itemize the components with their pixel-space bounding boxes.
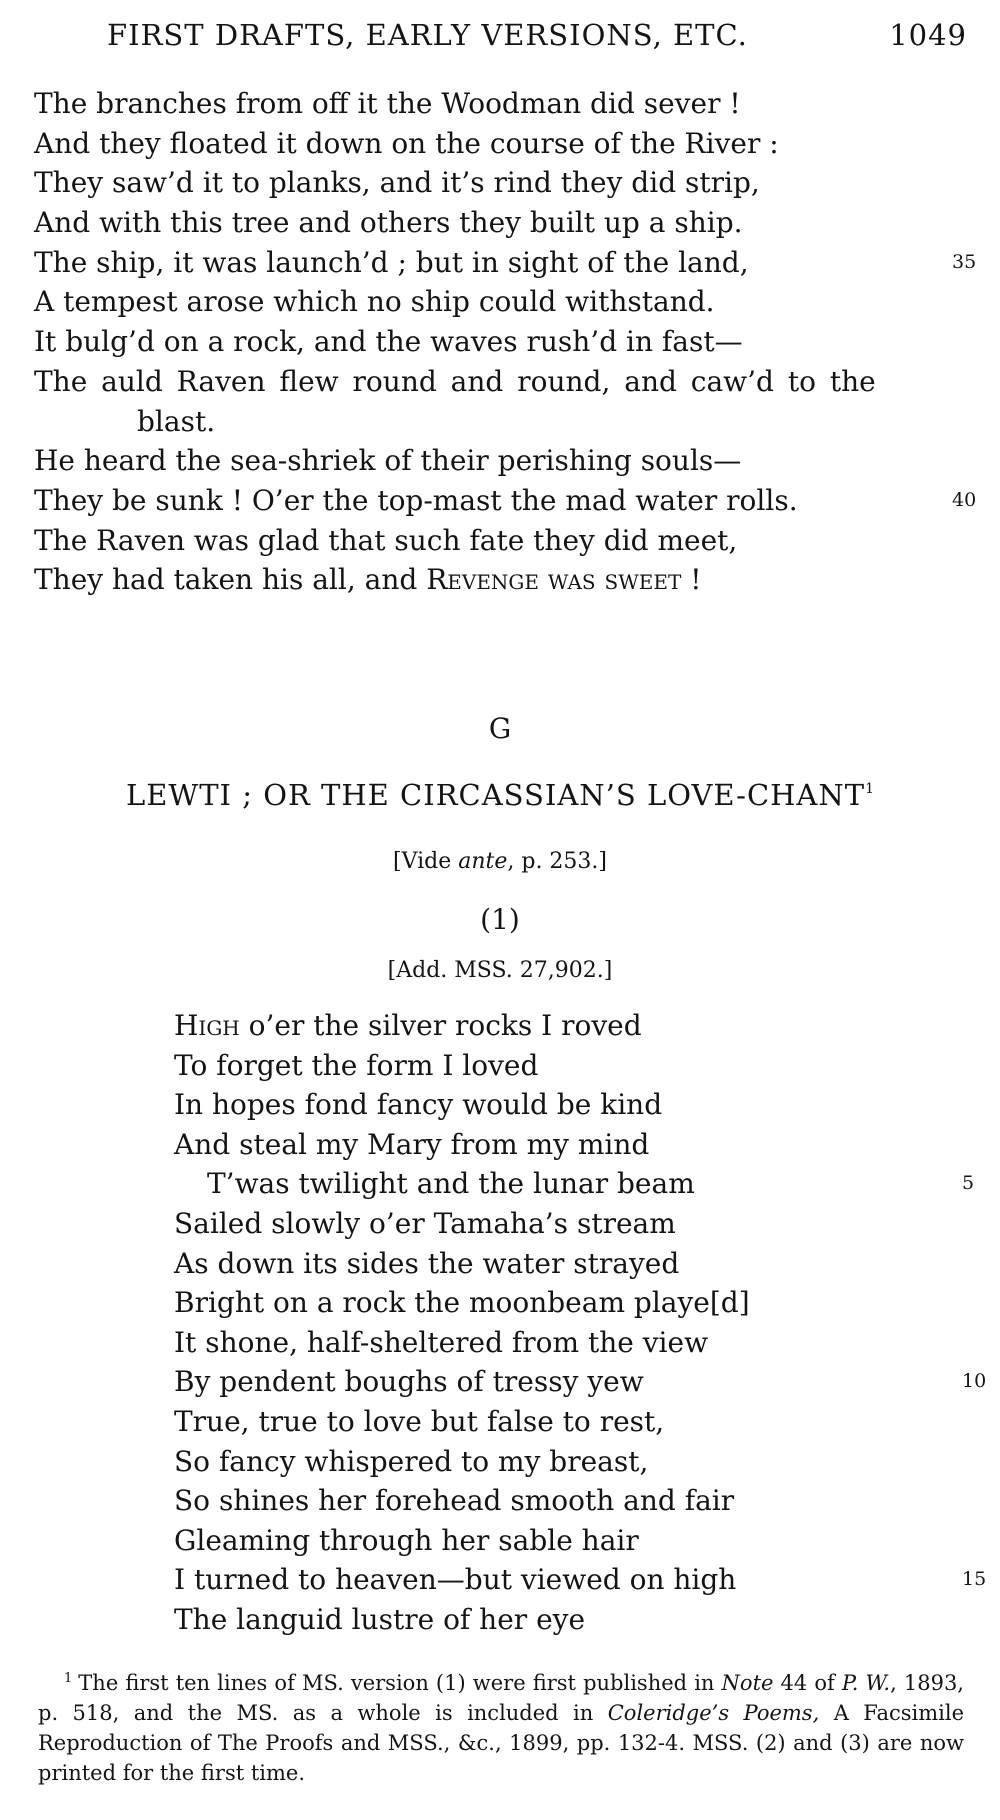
verse-line-continuation: blast. bbox=[137, 404, 216, 438]
verse-line: And they floated it down on the course of the River : bbox=[34, 126, 779, 160]
running-head-title: FIRST DRAFTS, EARLY VERSIONS, ETC. bbox=[107, 18, 748, 52]
verse-line: Gleaming through her sable hair bbox=[174, 1523, 639, 1557]
footnote-reference: 1 bbox=[865, 781, 875, 797]
verse-line: They had taken his all, and Revenge was sweet ! bbox=[34, 563, 702, 597]
cross-reference: [Vide ante, p. 253.] bbox=[393, 849, 607, 874]
verse-line: It shone, half-sheltered from the view bbox=[174, 1325, 709, 1359]
poem-title: LEWTI ; OR THE CIRCASSIAN’S LOVE-CHANT$^1$ bbox=[125, 778, 875, 812]
verse-line: High o’er the silver rocks I roved bbox=[174, 1009, 642, 1042]
manuscript-reference: [Add. MSS. 27,902.] bbox=[387, 958, 613, 983]
version-number: (1) bbox=[480, 903, 520, 936]
verse-line: So fancy whispered to my breast, bbox=[174, 1444, 649, 1478]
footnote: $^1$ The first ten lines of MS. version (1) were first published in Note 44 of P. W., 1893, p. 518, and the MS. as a whole is included in Coleridge’s Poems, A Facsimile Reproduction of The Proofs and MSS., &c., 1899, pp. 132-4. MSS. (2) and (3) are now printed for the first time. bbox=[38, 1671, 964, 1785]
line-number: 15 bbox=[962, 1568, 987, 1591]
verse-line: And steal my Mary from my mind bbox=[174, 1127, 650, 1161]
verse-line: A tempest arose which no ship could withstand. bbox=[34, 285, 715, 319]
verse-block-raven bbox=[34, 84, 977, 600]
line-number: 10 bbox=[962, 1370, 987, 1393]
verse-line: True, true to love but false to rest, bbox=[174, 1404, 665, 1438]
verse-line: To forget the form I loved bbox=[174, 1048, 539, 1082]
verse-line: The auld Raven flew round and round, and caw’d to the bbox=[34, 364, 876, 398]
verse-line: As down its sides the water strayed bbox=[174, 1246, 680, 1280]
verse-block-lewti bbox=[174, 1006, 987, 1640]
line-number: 5 bbox=[962, 1172, 975, 1195]
line-number: 40 bbox=[952, 488, 977, 511]
verse-line: The ship, it was launch’d ; but in sight of the land, 35 bbox=[34, 243, 964, 283]
verse-line: The languid lustre of her eye bbox=[174, 1602, 586, 1636]
verse-line: So shines her forehead smooth and fair bbox=[174, 1484, 735, 1518]
running-head bbox=[107, 18, 967, 58]
page-number: 1049 bbox=[889, 18, 967, 52]
verse-line: And with this tree and others they built up a ship. bbox=[34, 206, 743, 240]
footnote-mark: 1 bbox=[64, 1671, 73, 1686]
verse-line: The branches from off it the Woodman did sever ! bbox=[34, 87, 741, 120]
verse-line: Bright on a rock the moonbeam playe[d] bbox=[174, 1286, 750, 1320]
verse-line: T’was twilight and the lunar beam 5 bbox=[174, 1164, 974, 1204]
verse-line: He heard the sea-shriek of their perishing souls— bbox=[34, 444, 742, 478]
section-letter: G bbox=[488, 712, 512, 745]
small-caps-text: Revenge was sweet bbox=[426, 563, 682, 597]
verse-line: By pendent boughs of tressy yew 10 bbox=[174, 1362, 974, 1402]
verse-line: They be sunk ! O’er the top-mast the mad water rolls. 40 bbox=[34, 481, 964, 521]
verse-line: In hopes fond fancy would be kind bbox=[174, 1088, 663, 1122]
line-number: 35 bbox=[952, 250, 977, 273]
verse-line: I turned to heaven—but viewed on high 15 bbox=[174, 1560, 974, 1600]
verse-line: They saw’d it to planks, and it’s rind they did strip, bbox=[34, 166, 760, 200]
verse-line: It bulg’d on a rock, and the waves rush’d in fast— bbox=[34, 325, 743, 359]
verse-line: The Raven was glad that such fate they did meet, bbox=[34, 523, 738, 557]
verse-line: Sailed slowly o’er Tamaha’s stream bbox=[174, 1206, 676, 1240]
